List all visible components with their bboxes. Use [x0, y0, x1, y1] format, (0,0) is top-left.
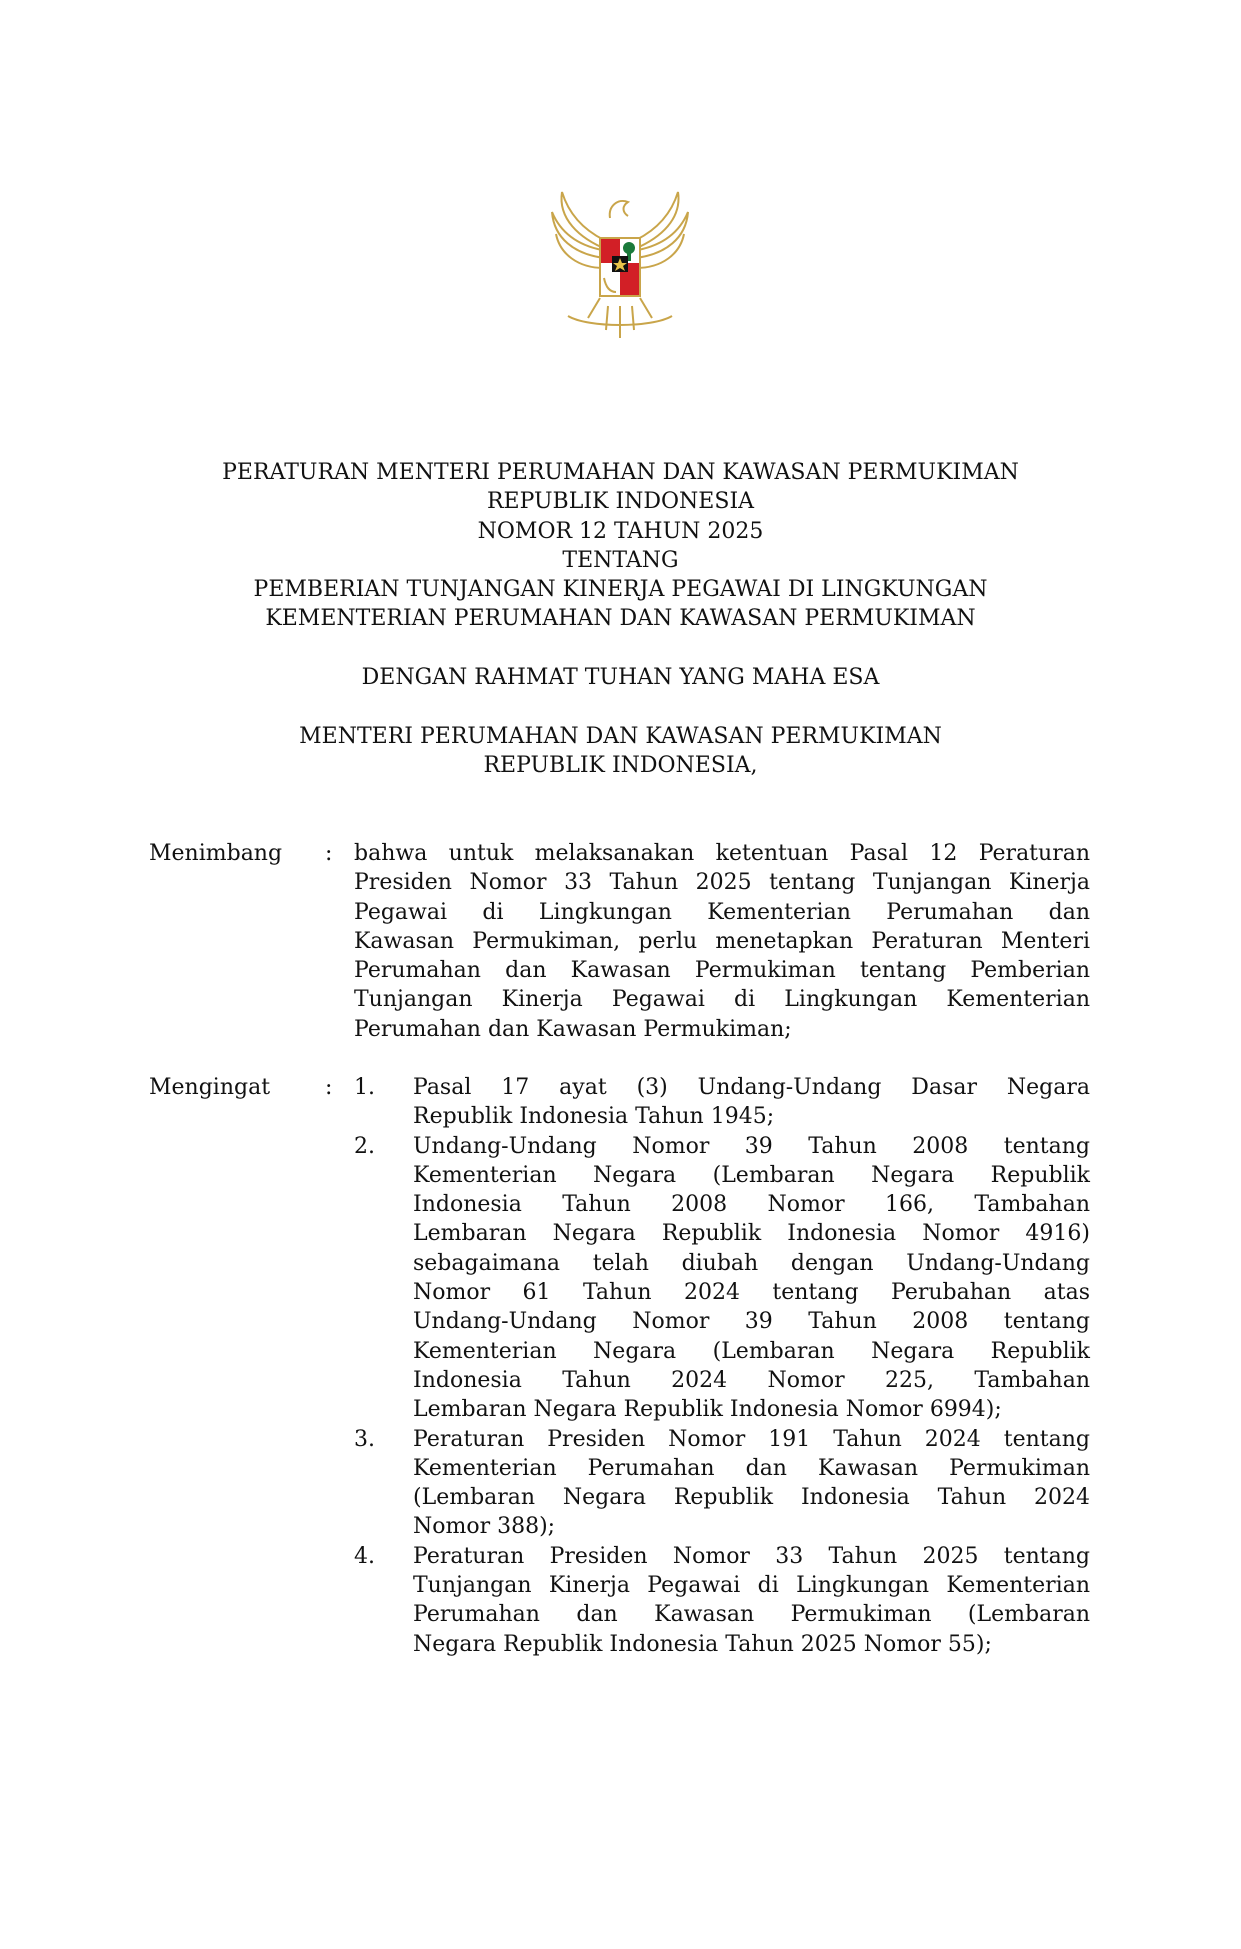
- text-line: Perumahan dan Kawasan Permukiman;: [354, 1016, 792, 1042]
- text-line: Kementerian Negara (Lembaran Negara Republik: [413, 1338, 1090, 1364]
- item-number: 1.: [354, 1075, 375, 1100]
- text-line: Indonesia Tahun 2024 Nomor 225, Tambahan: [413, 1367, 1090, 1393]
- invocation: DENGAN RAHMAT TUHAN YANG MAHA ESA: [361, 665, 880, 690]
- text-line: Peraturan Presiden Nomor 33 Tahun 2025 tentang: [413, 1543, 1090, 1569]
- list-item: [354, 1132, 1090, 1425]
- text-line: Tunjangan Kinerja Pegawai di Lingkungan Kementerian: [413, 1573, 1090, 1599]
- list-item: [354, 1542, 1090, 1659]
- text-line: Republik Indonesia Tahun 1945;: [413, 1104, 775, 1130]
- item-number: 3.: [354, 1426, 375, 1452]
- title-line: NOMOR 12 TAHUN 2025: [477, 518, 764, 544]
- title-line: PERATURAN MENTERI PERUMAHAN DAN KAWASAN PERMUKIMAN: [222, 460, 1019, 485]
- text-line: Kawasan Permukiman, perlu menetapkan Peraturan Menteri: [354, 928, 1090, 954]
- text-line: sebagaimana telah diubah dengan Undang-Undang: [413, 1250, 1090, 1276]
- text-line: Kementerian Perumahan dan Kawasan Permukiman: [413, 1455, 1090, 1481]
- text-line: Peraturan Presiden Nomor 191 Tahun 2024 tentang: [413, 1426, 1090, 1452]
- mengingat-list: [354, 1073, 1090, 1659]
- mengingat-colon: :: [325, 1075, 333, 1100]
- text-line: Nomor 388);: [413, 1514, 556, 1540]
- list-item: [354, 1073, 1090, 1132]
- list-item: [354, 1425, 1090, 1542]
- text-line: bahwa untuk melaksanakan ketentuan Pasal 12 Peraturan: [354, 841, 1090, 866]
- issuer-line: REPUBLIK INDONESIA,: [483, 753, 758, 779]
- text-line: Negara Republik Indonesia Tahun 2025 Nomor 55);: [413, 1631, 992, 1657]
- text-line: Indonesia Tahun 2008 Nomor 166, Tambahan: [413, 1192, 1090, 1218]
- text-line: Pasal 17 ayat (3) Undang-Undang Dasar Negara: [413, 1075, 1090, 1100]
- text-line: Presiden Nomor 33 Tahun 2025 tentang Tunjangan Kinerja: [354, 870, 1090, 896]
- text-line: Pegawai di Lingkungan Kementerian Perumahan dan: [354, 899, 1090, 925]
- item-number: 2.: [354, 1133, 375, 1159]
- text-line: Perumahan dan Kawasan Permukiman tentang Pemberian: [354, 958, 1090, 984]
- menimbang-colon: :: [325, 841, 333, 866]
- text-line: Tunjangan Kinerja Pegawai di Lingkungan Kementerian: [354, 987, 1090, 1013]
- text-line: Lembaran Negara Republik Indonesia Nomor 6994);: [413, 1397, 1002, 1423]
- text-line: Perumahan dan Kawasan Permukiman (Lembaran: [413, 1602, 1090, 1628]
- text-line: Nomor 61 Tahun 2024 tentang Perubahan atas: [413, 1280, 1090, 1306]
- text-line: (Lembaran Negara Republik Indonesia Tahun 2024: [413, 1485, 1090, 1511]
- text-line: Undang-Undang Nomor 39 Tahun 2008 tentang: [413, 1133, 1090, 1159]
- title-line: PEMBERIAN TUNJANGAN KINERJA PEGAWAI DI LINGKUNGAN: [253, 577, 988, 603]
- menimbang-label: Menimbang: [149, 841, 283, 866]
- issuer-line: MENTERI PERUMAHAN DAN KAWASAN PERMUKIMAN: [299, 724, 942, 749]
- item-number: 4.: [354, 1543, 375, 1569]
- title-line: REPUBLIK INDONESIA: [486, 489, 755, 515]
- regulation-title: [0, 458, 1241, 634]
- menimbang-text: [354, 839, 1090, 1044]
- garuda-pancasila-emblem: [548, 188, 692, 343]
- text-line: Lembaran Negara Republik Indonesia Nomor 4916): [413, 1221, 1090, 1247]
- text-line: Kementerian Negara (Lembaran Negara Republik: [413, 1162, 1090, 1188]
- title-line: TENTANG: [562, 547, 679, 573]
- issuer: [0, 722, 1241, 781]
- text-line: Undang-Undang Nomor 39 Tahun 2008 tentang: [413, 1309, 1090, 1335]
- mengingat-label: Mengingat: [149, 1075, 271, 1100]
- title-line: KEMENTERIAN PERUMAHAN DAN KAWASAN PERMUKIMAN: [265, 606, 976, 632]
